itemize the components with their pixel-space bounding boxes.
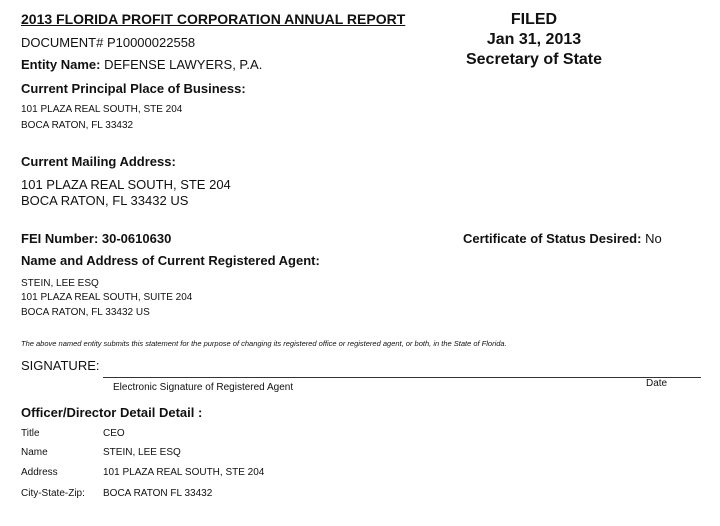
officer-city-value: BOCA RATON FL 33432	[103, 488, 213, 499]
signature-caption: Electronic Signature of Registered Agent	[113, 382, 294, 393]
mailing-address-heading: Current Mailing Address:	[21, 154, 176, 169]
officer-title-value: CEO	[103, 428, 125, 439]
signature-line	[103, 377, 701, 378]
filed-stamp-date: Jan 31, 2013	[486, 31, 582, 48]
principal-address-line2: BOCA RATON, FL 33432	[21, 120, 134, 131]
entity-name-label: Entity Name:	[21, 57, 101, 72]
entity-name-value: DEFENSE LAWYERS, P.A.	[104, 57, 263, 72]
mailing-address-line2: BOCA RATON, FL 33432 US	[21, 193, 189, 208]
officer-name-value: STEIN, LEE ESQ	[103, 447, 181, 458]
principal-address-line1: 101 PLAZA REAL SOUTH, STE 204	[21, 104, 183, 115]
officer-name-label: Name	[21, 447, 48, 458]
certificate-status-value: No	[645, 231, 662, 246]
registered-agent-heading: Name and Address of Current Registered Agent:	[21, 253, 320, 268]
officer-address-value: 101 PLAZA REAL SOUTH, STE 204	[103, 467, 265, 478]
fei-number: FEI Number: 30-0610630	[21, 231, 172, 246]
officer-title-label: Title	[21, 428, 40, 439]
filed-stamp-secretary: Secretary of State	[465, 51, 603, 68]
officer-heading: Officer/Director Detail Detail :	[21, 405, 203, 420]
registered-agent-city: BOCA RATON, FL 33432 US	[21, 307, 150, 318]
registered-agent-name: STEIN, LEE ESQ	[21, 278, 99, 289]
principal-place-heading: Current Principal Place of Business:	[21, 81, 246, 96]
statement-note: The above named entity submits this statement for the purpose of changing its registered office or registered agent, or both, in the State of Florida.	[21, 339, 507, 348]
report-title: 2013 FLORIDA PROFIT CORPORATION ANNUAL REPORT	[21, 11, 406, 27]
document-number: DOCUMENT# P10000022558	[21, 35, 196, 50]
certificate-status-row	[463, 231, 662, 246]
registered-agent-address: 101 PLAZA REAL SOUTH, SUITE 204	[21, 292, 193, 303]
date-caption: Date	[646, 378, 668, 389]
certificate-status-label: Certificate of Status Desired:	[463, 231, 642, 246]
officer-city-label: City-State-Zip:	[21, 488, 85, 499]
filed-stamp-line1: FILED	[510, 11, 558, 28]
signature-label: SIGNATURE:	[21, 358, 100, 373]
officer-address-label: Address	[21, 467, 58, 478]
entity-name-row	[21, 57, 262, 72]
mailing-address-line1: 101 PLAZA REAL SOUTH, STE 204	[21, 177, 231, 192]
